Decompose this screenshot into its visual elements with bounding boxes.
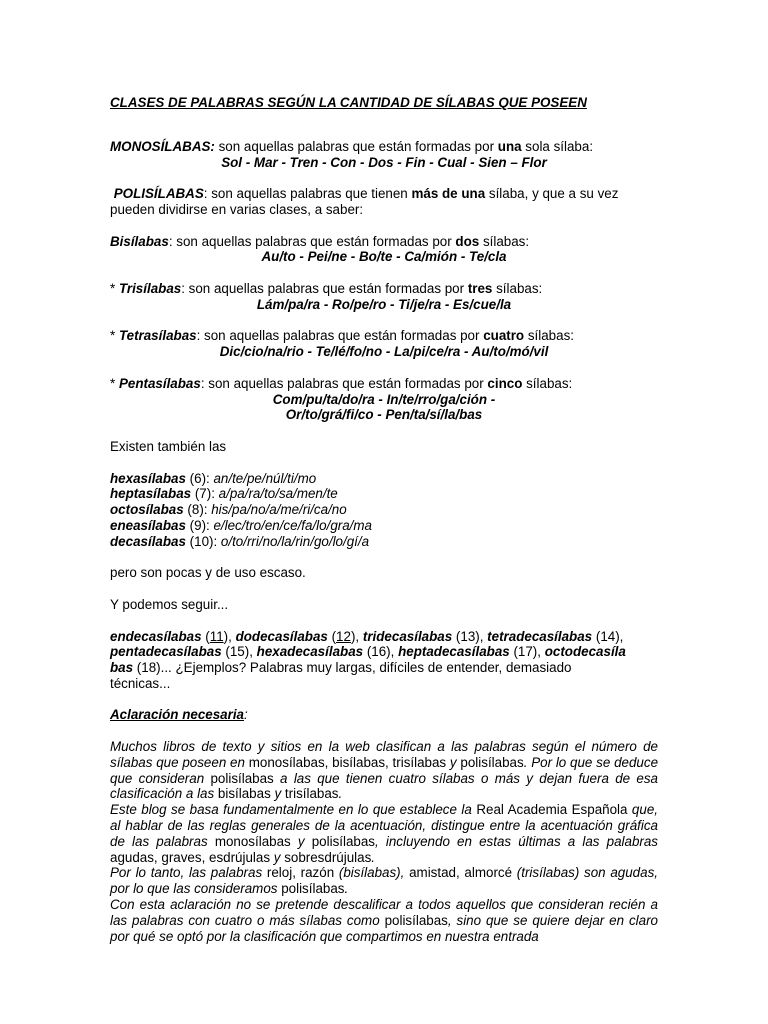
link-12[interactable]: 12 (336, 628, 351, 644)
pentasilabas-examples-line-2: Or/to/grá/fi/co - Pen/ta/sí/la/bas (285, 407, 483, 423)
tetrasilabas-term: Tetrasílabas (118, 328, 197, 344)
few-uses-text: pero son pocas y de uso escaso. (110, 565, 306, 581)
note-paragraph-4: Con esta aclaración no se pretende descalificar a todos aquellos que consideran recién a las palabras con cuatro o más sílabas como polisílabas, sino que se quiere dejar en claro por qué se optó por la clasificación que compartimos en nuestra entrada (110, 897, 658, 944)
list-item: eneasílabas (9): e/lec/tro/en/ce/fa/lo/gra/ma (110, 517, 373, 533)
bisilabas-term: Bisílabas (110, 233, 169, 249)
list-item: heptasílabas (7): a/pa/ra/to/sa/men/te (110, 486, 338, 502)
note-heading: Aclaración necesaria: (110, 707, 248, 723)
bisilabas-definition: Bisílabas: son aquellas palabras que están formadas por dos sílabas: (110, 233, 530, 249)
page-title: CLASES DE PALABRAS SEGÚN LA CANTIDAD DE SÍLABAS QUE POSEEN (110, 95, 587, 110)
more-classes-paragraph: endecasílabas (11), dodecasílabas (12), tridecasílabas (13), tetradecasílabas (14), pentadecasílabas (15), hexadecasílabas (16), heptadecasílabas (17), octodecasíla bas (18)... ¿Ejemplos? Palabras muy largas, difíciles de entender, demasiado técnicas... (110, 628, 626, 691)
polisilabas-term: POLISÍLABAS (113, 186, 204, 202)
monosilabas-term: MONOSÍLABAS: (110, 138, 215, 154)
monosilabas-definition: MONOSÍLABAS: son aquellas palabras que están formadas por una sola sílaba: (110, 138, 594, 154)
also-exist-text: Existen también las (110, 438, 227, 454)
polisilabas-definition: POLISÍLABAS: son aquellas palabras que tienen más de una sílaba, y que a su vez pueden dividirse en varias clases, a saber: (110, 186, 619, 217)
pentasilabas-definition: * Pentasílabas: son aquellas palabras que están formadas por cinco sílabas: (110, 375, 573, 391)
tetrasilabas-definition: * Tetrasílabas: son aquellas palabras que están formadas por cuatro sílabas: (110, 328, 574, 344)
continue-text: Y podemos seguir... (110, 596, 229, 612)
bisilabas-examples: Au/to - Pei/ne - Bo/te - Ca/mión - Te/cla (261, 249, 507, 265)
pentasilabas-examples-line-1: Com/pu/ta/do/ra - In/te/rro/ga/ción - (272, 391, 496, 407)
syllable-class-list (110, 471, 658, 550)
pentasilabas-term: Pentasílabas (118, 375, 201, 391)
trisilabas-term: Trisílabas (118, 280, 182, 296)
monosilabas-examples: Sol - Mar - Tren - Con - Dos - Fin - Cual - Sien – Flor (221, 154, 547, 170)
list-item: octosílabas (8): his/pa/no/a/me/ri/ca/no (110, 502, 347, 518)
document-body (110, 95, 658, 944)
list-item: decasílabas (10): o/to/rri/no/la/rin/go/lo/gí/a (110, 533, 370, 549)
note-paragraph-2: Este blog se basa fundamentalmente en lo que establece la Real Academia Española que, al hablar de las reglas generales de la acentuación, distingue entre la acentuación gráfica de las palabras monosílabas y polisílabas, incluyendo en estas últimas a las palabras agudas, graves, esdrújulas y sobresdrújulas. (110, 802, 658, 865)
link-11[interactable]: 11 (209, 628, 224, 644)
trisilabas-examples: Lám/pa/ra - Ro/pe/ro - Ti/je/ra - Es/cue/la (256, 296, 512, 312)
list-item: hexasílabas (6): an/te/pe/núl/ti/mo (110, 470, 317, 486)
tetrasilabas-examples: Dic/cio/na/rio - Te/lé/fo/no - La/pi/ce/ra - Au/to/mó/vil (219, 344, 549, 360)
note-paragraph-3: Por lo tanto, las palabras reloj, razón (bisílabas), amistad, almorcé (trisílabas) son agudas, por lo que las consideramos polisílabas. (110, 865, 658, 897)
note-paragraph-1: Muchos libros de texto y sitios en la web clasifican a las palabras según el número de sílabas que poseen en monosílabas, bisílabas, trisílabas y polisílabas. Por lo que se deduce que consideran polisílabas a las que tienen cuatro sílabas o más y dejan fuera de esa clasificación a las bisílabas y trisílabas. (110, 739, 659, 802)
trisilabas-definition: * Trisílabas: son aquellas palabras que están formadas por tres sílabas: (110, 280, 543, 296)
